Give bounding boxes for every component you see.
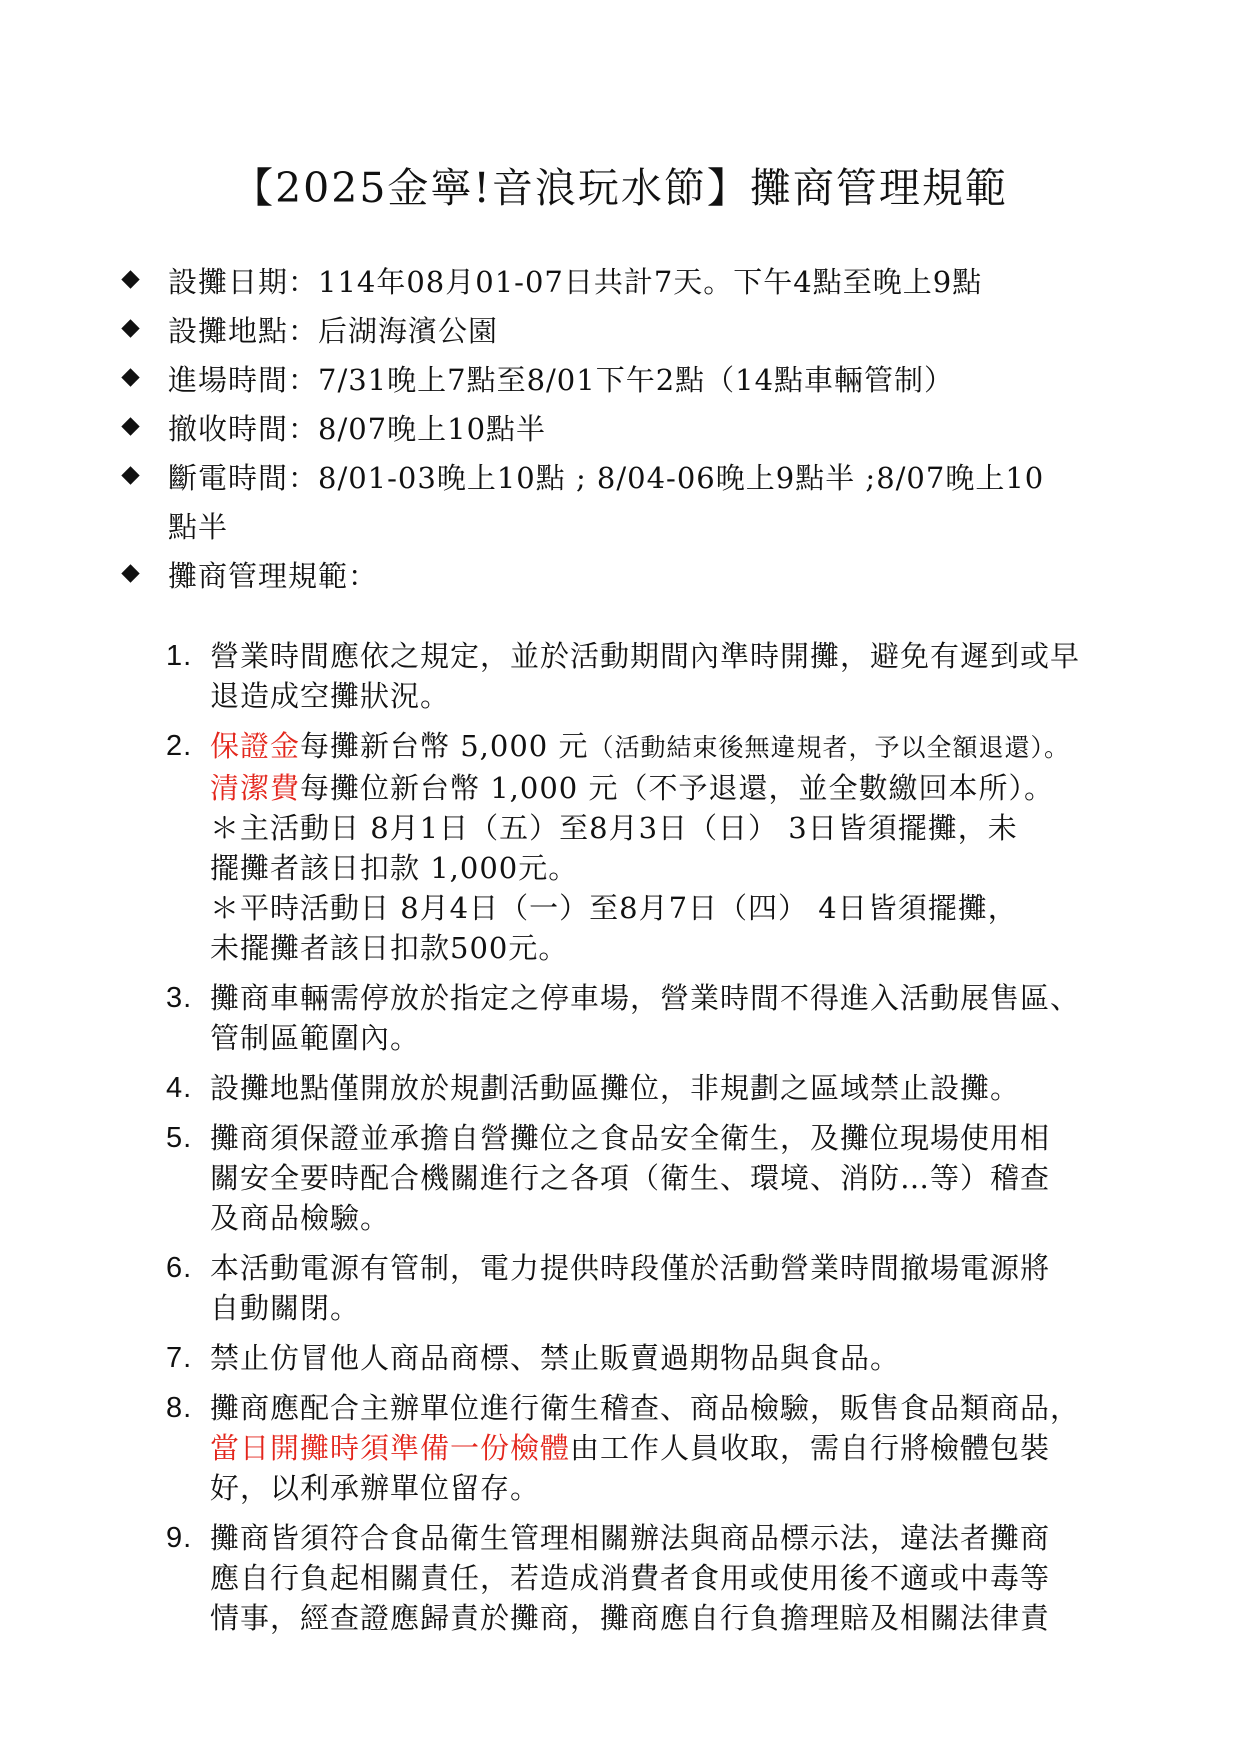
info-item-rules-heading: [120, 552, 1160, 601]
page-title: 【2025金寧!音浪玩水節】攤商管理規範: [232, 164, 1008, 212]
rule-text: 攤商須保證並承擔自營攤位之食品安全衛生，及攤位現場使用相: [210, 1121, 1051, 1155]
info-text: 設攤地點：后湖海濱公園: [168, 314, 499, 348]
info-item-power-off-time: [120, 454, 1160, 552]
rule-item-4: [166, 1068, 1186, 1108]
rule-text: 攤商應配合主辦單位進行衛生稽查、商品檢驗，販售食品類商品，: [210, 1391, 1081, 1425]
diamond-bullet-icon: [121, 466, 139, 484]
rule-text: 及商品檢驗。: [210, 1201, 391, 1235]
rule-item-1: [166, 636, 1186, 716]
deposit-note: （活動結束後無違規者，予以全額退還）。: [588, 733, 1070, 762]
rule-item-3: [166, 978, 1186, 1058]
info-item-date: [120, 258, 1160, 307]
rule-text: [210, 768, 1186, 808]
rule-text: [210, 726, 1186, 768]
info-list: [120, 258, 1160, 601]
highlight-deposit: 保證金: [210, 729, 301, 763]
info-text: 進場時間：7/31晚上7點至8/01下午2點（14點車輛管制）: [168, 363, 955, 397]
sample-instruction: 由工作人員收取，需自行將檢體包裝: [570, 1431, 1051, 1465]
rule-number: 4.: [166, 1072, 193, 1104]
rule-text: 管制區範圍內。: [210, 1021, 421, 1055]
info-item-teardown-time: [120, 405, 1160, 454]
rule-text: 關安全要時配合機關進行之各項（衛生、環境、消防…等）稽查: [210, 1161, 1051, 1195]
info-text: 攤商管理規範：: [168, 559, 379, 593]
diamond-bullet-icon: [121, 319, 139, 337]
rule-text: ＊平時活動日 8月4日（一）至8月7日（四） 4日皆須擺攤，: [210, 891, 1018, 925]
rule-text: 禁止仿冒他人商品商標、禁止販賣過期物品與食品。: [210, 1341, 901, 1375]
rule-item-9: [166, 1518, 1186, 1638]
rule-text: 退造成空攤狀況。: [210, 679, 451, 713]
info-text: 斷電時間：8/01-03晚上10點 ; 8/04-06晚上9點半 ;8/07晚上10: [168, 461, 1045, 495]
rule-item-2: [166, 726, 1186, 968]
rule-text: 攤商皆須符合食品衛生管理相關辦法與商品標示法，違法者攤商: [210, 1521, 1051, 1555]
highlight-sample-requirement: 當日開攤時須準備一份檢體: [210, 1431, 571, 1465]
rules-list: [166, 636, 1186, 1648]
rule-number: 9.: [166, 1522, 193, 1554]
rule-number: 2.: [166, 730, 193, 762]
rule-text: 設攤地點僅開放於規劃活動區攤位，非規劃之區域禁止設攤。: [210, 1071, 1021, 1105]
rule-number: 6.: [166, 1252, 193, 1284]
info-text: 撤收時間：8/07晚上10點半: [168, 412, 547, 446]
rule-text: 本活動電源有管制，電力提供時段僅於活動營業時間撤場電源將: [210, 1251, 1051, 1285]
rule-text: 擺攤者該日扣款 1,000元。: [210, 851, 579, 885]
rule-text: [210, 1428, 1186, 1468]
deposit-amount: 每攤新台幣 5,000 元: [300, 729, 589, 763]
info-text: 設攤日期：114年08月01-07日共計7天。下午4點至晚上9點: [168, 265, 983, 299]
rule-item-7: [166, 1338, 1186, 1378]
rule-number: 5.: [166, 1122, 193, 1154]
rule-text: 應自行負起相關責任，若造成消費者食用或使用後不適或中毒等: [210, 1561, 1051, 1595]
info-item-entry-time: [120, 356, 1160, 405]
rule-number: 3.: [166, 982, 193, 1014]
rule-text: 自動關閉。: [210, 1291, 361, 1325]
rule-text: 營業時間應依之規定，並於活動期間內準時開攤，避免有遲到或早: [210, 639, 1081, 673]
rule-item-5: [166, 1118, 1186, 1238]
rule-text: 攤商車輛需停放於指定之停車場，營業時間不得進入活動展售區、: [210, 981, 1081, 1015]
info-item-location: [120, 307, 1160, 356]
rule-text: 好，以利承辦單位留存。: [210, 1471, 541, 1505]
rule-item-6: [166, 1248, 1186, 1328]
diamond-bullet-icon: [121, 368, 139, 386]
diamond-bullet-icon: [121, 564, 139, 582]
rule-item-8: [166, 1388, 1186, 1508]
diamond-bullet-icon: [121, 417, 139, 435]
rule-number: 7.: [166, 1342, 193, 1374]
rule-text: 未擺攤者該日扣款500元。: [210, 931, 569, 965]
rule-number: 8.: [166, 1392, 193, 1424]
rule-text: 情事，經查證應歸責於攤商，攤商應自行負擔理賠及相關法律責: [210, 1601, 1051, 1635]
info-text: 點半: [168, 510, 229, 544]
rule-number: 1.: [166, 640, 193, 672]
cleaning-fee-amount: 每攤位新台幣 1,000 元（不予退還，並全數繳回本所）。: [300, 771, 1054, 805]
highlight-cleaning-fee: 清潔費: [210, 771, 301, 805]
diamond-bullet-icon: [121, 270, 139, 288]
rule-text: ＊主活動日 8月1日（五）至8月3日（日） 3日皆須擺攤，未: [210, 811, 1018, 845]
